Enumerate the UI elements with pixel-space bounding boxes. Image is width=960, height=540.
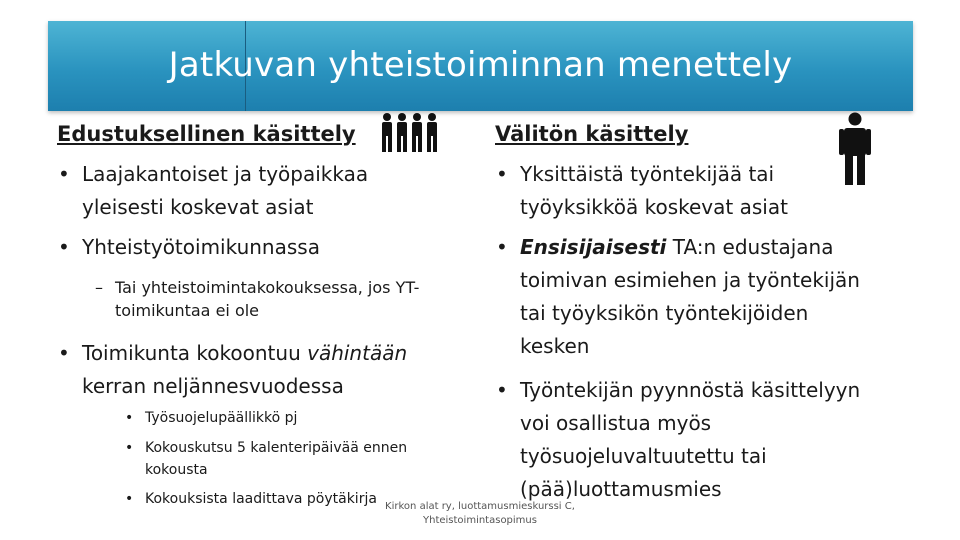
left-small-bullet-2: [125, 437, 465, 481]
left-heading: Edustuksellinen käsittely: [57, 122, 356, 146]
left-bullet-3: [58, 337, 477, 403]
left-small-bullet-2-text: Kokouskutsu 5 kalenteripäivää ennen kokousta: [145, 440, 408, 478]
right-heading: Välitön käsittely: [495, 122, 689, 146]
bullet-dot: •: [496, 162, 508, 186]
left-bullet-1: [58, 158, 422, 224]
bullet-dot: •: [58, 341, 70, 365]
dash-marker: –: [95, 278, 103, 297]
left-small-bullet-1: [125, 407, 465, 429]
bullet-dot: •: [496, 235, 508, 259]
group-people-icon: [378, 112, 442, 156]
right-bullet-1-text: Yksittäistä työntekijää tai työyksikköä koskevat asiat: [520, 162, 788, 219]
bullet-dot: •: [125, 410, 134, 426]
bullet-dot: •: [58, 162, 70, 186]
title-banner: [48, 21, 913, 111]
footer-line-1: Kirkon alat ry, luottamusmieskurssi C,: [385, 501, 575, 512]
right-bullet-3: [496, 374, 870, 506]
left-bullet-3-emphasis: vähintään: [307, 341, 408, 365]
single-person-icon: [838, 112, 872, 186]
bullet-dot: •: [125, 491, 134, 507]
bullet-dot: •: [496, 378, 508, 402]
left-bullet-3-text: Toimikunta kokoontuu: [82, 341, 308, 365]
left-bullet-1-text: Laajakantoiset ja työpaikkaa yleisesti koskevat asiat: [82, 162, 369, 219]
right-bullet-2: [496, 231, 865, 363]
left-small-bullet-3-text: Kokouksista laadittava pöytäkirja: [145, 491, 377, 507]
bullet-dot: •: [125, 440, 134, 456]
footer-line-2: Yhteistoimintasopimus: [423, 515, 537, 526]
right-bullet-2-emphasis: Ensisijaisesti: [520, 235, 667, 259]
right-bullet-3-text: Työntekijän pyynnöstä käsittelyyn voi osallistua myös työsuojeluvaltuutettu tai (pää)luottamusmies: [520, 378, 861, 501]
left-sub-dash-text: Tai yhteistoimintakokouksessa, jos YT-toimikuntaa ei ole: [115, 278, 420, 320]
slide-title: Jatkuvan yhteistoiminnan menettely: [168, 45, 793, 85]
right-bullet-2-text: TA:n edustajana toimivan esimiehen ja työntekijän tai työyksikön työntekijöiden kesken: [520, 235, 860, 358]
left-sub-dash: [95, 276, 460, 322]
left-bullet-2: [58, 231, 422, 264]
left-small-bullet-1-text: Työsuojelupäällikkö pj: [145, 410, 298, 426]
left-bullet-3-text-end: kerran neljännesvuodessa: [82, 374, 344, 398]
left-bullet-2-text: Yhteistyötoimikunnassa: [82, 235, 320, 259]
footer-note: [380, 500, 580, 528]
bullet-dot: •: [58, 235, 70, 259]
right-bullet-1: [496, 158, 840, 224]
